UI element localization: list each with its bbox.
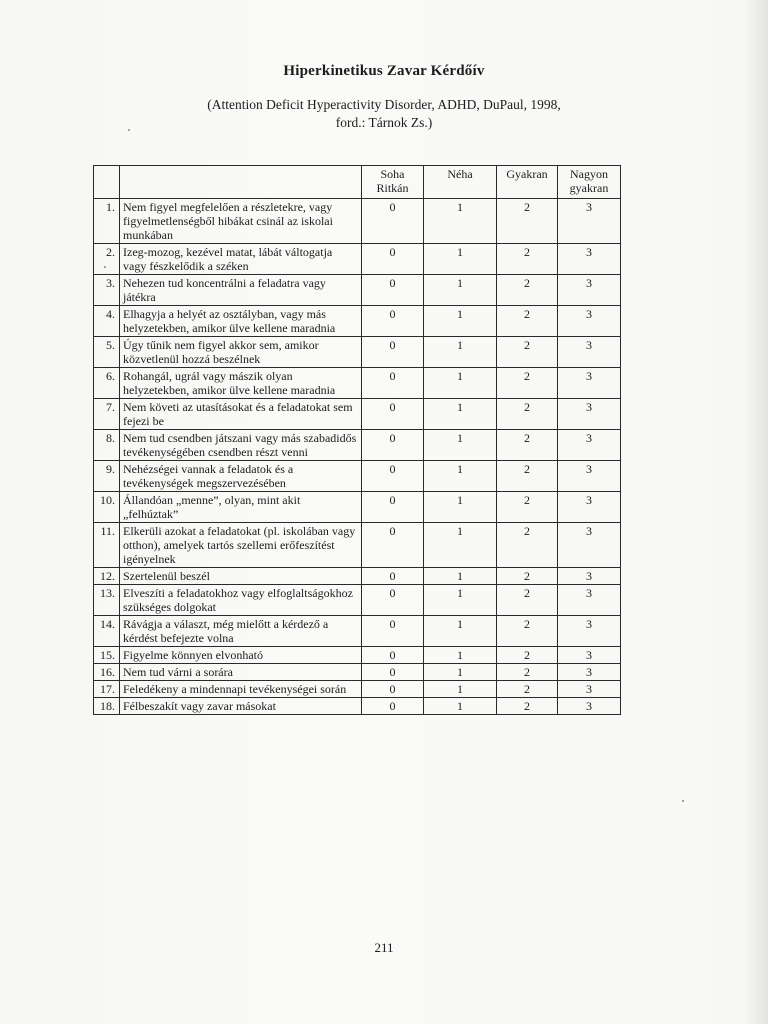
score-soha-ritkan: 0: [362, 647, 424, 664]
table-row: [94, 698, 621, 715]
score-nagyon-gyakran: 3: [558, 585, 621, 616]
score-neha: 1: [424, 337, 497, 368]
item-text: Nehézségei vannak a feladatok és a tevékenységek megszervezésében: [120, 461, 362, 492]
table-row: [94, 399, 621, 430]
item-number: 8.: [94, 430, 120, 461]
item-number: 5.: [94, 337, 120, 368]
item-number: 6.: [94, 368, 120, 399]
score-soha-ritkan: 0: [362, 199, 424, 244]
score-neha: 1: [424, 664, 497, 681]
score-nagyon-gyakran: 3: [558, 568, 621, 585]
item-number: 14.: [94, 616, 120, 647]
score-nagyon-gyakran: 3: [558, 681, 621, 698]
score-soha-ritkan: 0: [362, 461, 424, 492]
item-number: 12.: [94, 568, 120, 585]
table-row: [94, 275, 621, 306]
item-number: 4.: [94, 306, 120, 337]
score-neha: 1: [424, 681, 497, 698]
score-gyakran: 2: [497, 698, 558, 715]
score-soha-ritkan: 0: [362, 585, 424, 616]
score-soha-ritkan: 0: [362, 399, 424, 430]
score-nagyon-gyakran: 3: [558, 461, 621, 492]
item-text: Elhagyja a helyét az osztályban, vagy más helyzetekben, amikor ülve kellene maradnia: [120, 306, 362, 337]
table-row: [94, 199, 621, 244]
item-number: 1.: [94, 199, 120, 244]
item-text: Feledékeny a mindennapi tevékenységei során: [120, 681, 362, 698]
score-neha: 1: [424, 399, 497, 430]
score-nagyon-gyakran: 3: [558, 306, 621, 337]
item-number: 16.: [94, 664, 120, 681]
score-soha-ritkan: 0: [362, 698, 424, 715]
subtitle-line-1: (Attention Deficit Hyperactivity Disorder, ADHD, DuPaul, 1998,: [207, 97, 561, 112]
score-gyakran: 2: [497, 199, 558, 244]
item-number: 9.: [94, 461, 120, 492]
score-nagyon-gyakran: 3: [558, 647, 621, 664]
score-neha: 1: [424, 698, 497, 715]
item-text: Nem tud csendben játszani vagy más szabadidős tevékenységében csendben részt venni: [120, 430, 362, 461]
score-gyakran: 2: [497, 306, 558, 337]
score-gyakran: 2: [497, 664, 558, 681]
table-header-row: [94, 166, 621, 199]
score-nagyon-gyakran: 3: [558, 275, 621, 306]
item-number: 18.: [94, 698, 120, 715]
score-nagyon-gyakran: 3: [558, 523, 621, 568]
item-number: 3.: [94, 275, 120, 306]
item-text: Szertelenül beszél: [120, 568, 362, 585]
questionnaire-table: [93, 165, 621, 715]
score-gyakran: 2: [497, 492, 558, 523]
score-nagyon-gyakran: 3: [558, 199, 621, 244]
score-soha-ritkan: 0: [362, 492, 424, 523]
item-text: Állandóan „menne”, olyan, mint akit „felhúztak”: [120, 492, 362, 523]
table-row: [94, 523, 621, 568]
score-soha-ritkan: 0: [362, 306, 424, 337]
item-text: Rávágja a választ, még mielőtt a kérdező a kérdést befejezte volna: [120, 616, 362, 647]
item-text: Nem figyel megfelelően a részletekre, vagy figyelmetlenségből hibákat csinál az iskolai munkában: [120, 199, 362, 244]
table-row: [94, 461, 621, 492]
score-gyakran: 2: [497, 275, 558, 306]
score-neha: 1: [424, 199, 497, 244]
item-text: Elveszíti a feladatokhoz vagy elfoglaltságokhoz szükséges dolgokat: [120, 585, 362, 616]
header-nagyon-gyakran: Nagyon gyakran: [558, 166, 621, 199]
score-neha: 1: [424, 306, 497, 337]
score-neha: 1: [424, 461, 497, 492]
item-text: Nem tud várni a sorára: [120, 664, 362, 681]
score-soha-ritkan: 0: [362, 681, 424, 698]
table-row: [94, 568, 621, 585]
score-nagyon-gyakran: 3: [558, 492, 621, 523]
score-soha-ritkan: 0: [362, 368, 424, 399]
table-row: [94, 681, 621, 698]
document-title: Hiperkinetikus Zavar Kérdőív: [283, 63, 485, 79]
item-text: Elkerüli azokat a feladatokat (pl. iskolában vagy otthon), amelyek tartós szellemi erőfeszítést igényelnek: [120, 523, 362, 568]
score-gyakran: 2: [497, 399, 558, 430]
score-gyakran: 2: [497, 244, 558, 275]
header-neha: Néha: [424, 166, 497, 199]
score-neha: 1: [424, 430, 497, 461]
score-gyakran: 2: [497, 430, 558, 461]
score-gyakran: 2: [497, 585, 558, 616]
item-text: Úgy tűnik nem figyel akkor sem, amikor közvetlenül hozzá beszélnek: [120, 337, 362, 368]
score-nagyon-gyakran: 3: [558, 399, 621, 430]
table-row: [94, 647, 621, 664]
table-row: [94, 337, 621, 368]
score-nagyon-gyakran: 3: [558, 430, 621, 461]
score-soha-ritkan: 0: [362, 568, 424, 585]
score-neha: 1: [424, 568, 497, 585]
subtitle-line-2: ford.: Tárnok Zs.): [335, 115, 433, 130]
header-number-col: [94, 166, 120, 199]
item-text: Figyelme könnyen elvonható: [120, 647, 362, 664]
score-gyakran: 2: [497, 568, 558, 585]
scan-speck: [682, 800, 684, 802]
score-neha: 1: [424, 616, 497, 647]
page-edge-shadow: [742, 0, 768, 1024]
score-gyakran: 2: [497, 681, 558, 698]
score-gyakran: 2: [497, 368, 558, 399]
table-row: [94, 244, 621, 275]
item-number: 10.: [94, 492, 120, 523]
score-neha: 1: [424, 523, 497, 568]
score-soha-ritkan: 0: [362, 616, 424, 647]
score-gyakran: 2: [497, 616, 558, 647]
score-neha: 1: [424, 647, 497, 664]
score-gyakran: 2: [497, 647, 558, 664]
score-soha-ritkan: 0: [362, 275, 424, 306]
item-text: Félbeszakít vagy zavar másokat: [120, 698, 362, 715]
score-nagyon-gyakran: 3: [558, 616, 621, 647]
item-text: Rohangál, ugrál vagy mászik olyan helyzetekben, amikor ülve kellene maradnia: [120, 368, 362, 399]
table-row: [94, 306, 621, 337]
score-soha-ritkan: 0: [362, 523, 424, 568]
item-number: 13.: [94, 585, 120, 616]
table-row: [94, 492, 621, 523]
item-text: Nem követi az utasításokat és a feladatokat sem fejezi be: [120, 399, 362, 430]
page-number: 211: [374, 940, 394, 955]
score-nagyon-gyakran: 3: [558, 698, 621, 715]
scan-speck: [128, 129, 130, 131]
scan-speck: [104, 266, 106, 268]
table-row: [94, 430, 621, 461]
header-gyakran: Gyakran: [497, 166, 558, 199]
score-soha-ritkan: 0: [362, 430, 424, 461]
item-text: Nehezen tud koncentrálni a feladatra vagy játékra: [120, 275, 362, 306]
score-gyakran: 2: [497, 461, 558, 492]
score-gyakran: 2: [497, 523, 558, 568]
item-number: 2.: [94, 244, 120, 275]
score-gyakran: 2: [497, 337, 558, 368]
score-neha: 1: [424, 275, 497, 306]
item-number: 7.: [94, 399, 120, 430]
table-row: [94, 585, 621, 616]
item-number: 17.: [94, 681, 120, 698]
score-nagyon-gyakran: 3: [558, 368, 621, 399]
table-row: [94, 616, 621, 647]
item-number: 15.: [94, 647, 120, 664]
table-row: [94, 664, 621, 681]
score-neha: 1: [424, 368, 497, 399]
score-neha: 1: [424, 244, 497, 275]
score-nagyon-gyakran: 3: [558, 244, 621, 275]
item-text: Izeg-mozog, kezével matat, lábát váltogatja vagy fészkelődik a széken: [120, 244, 362, 275]
header-item-col: [120, 166, 362, 199]
score-nagyon-gyakran: 3: [558, 664, 621, 681]
table-row: [94, 368, 621, 399]
score-soha-ritkan: 0: [362, 664, 424, 681]
header-soha-ritkan: Soha Ritkán: [362, 166, 424, 199]
score-nagyon-gyakran: 3: [558, 337, 621, 368]
score-neha: 1: [424, 492, 497, 523]
score-soha-ritkan: 0: [362, 337, 424, 368]
document-subtitle: [0, 96, 768, 132]
score-neha: 1: [424, 585, 497, 616]
score-soha-ritkan: 0: [362, 244, 424, 275]
item-number: 11.: [94, 523, 120, 568]
